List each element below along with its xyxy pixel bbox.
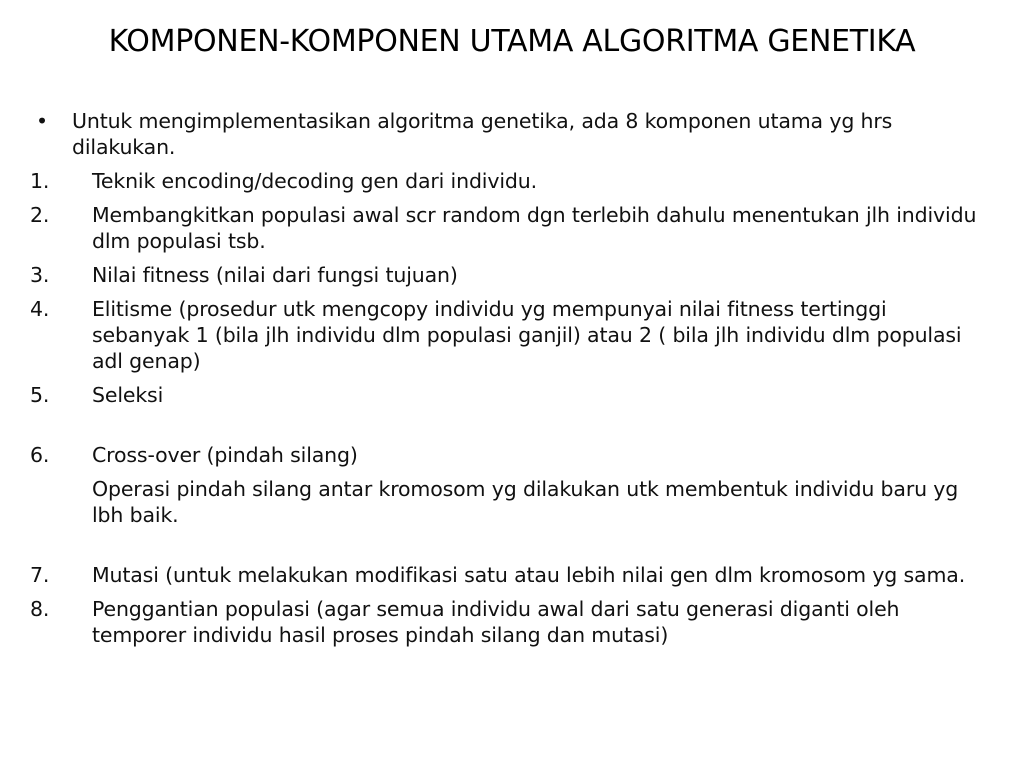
item-text: Teknik encoding/decoding gen dari individu. bbox=[92, 169, 537, 193]
list-item-1 bbox=[30, 168, 990, 194]
item-text: Elitisme (prosedur utk mengcopy individu yg mempunyai nilai fitness tertinggi sebanyak 1 (bila jlh individu dlm populasi ganjil) atau 2 ( bila jlh individu dlm populasi adl genap) bbox=[92, 297, 962, 373]
slide-content bbox=[30, 108, 990, 656]
slide-title: KOMPONEN-KOMPONEN UTAMA ALGORITMA GENETIKA bbox=[108, 24, 916, 59]
intro-text: Untuk mengimplementasikan algoritma genetika, ada 8 komponen utama yg hrs dilakukan. bbox=[72, 109, 893, 159]
spacer bbox=[30, 416, 990, 442]
list-item-4 bbox=[30, 296, 990, 374]
list-item-6 bbox=[30, 442, 990, 468]
item-text: Membangkitkan populasi awal scr random dgn terlebih dahulu menentukan jlh individu dlm populasi tsb. bbox=[92, 203, 977, 253]
intro-bullet bbox=[30, 108, 990, 160]
item-text: Penggantian populasi (agar semua individu awal dari satu generasi diganti oleh temporer individu hasil proses pindah silang dan mutasi) bbox=[92, 597, 900, 647]
bullet-marker: • bbox=[36, 109, 48, 133]
list-item-5 bbox=[30, 382, 990, 408]
item-number: 4. bbox=[30, 297, 50, 321]
item-number: 2. bbox=[30, 203, 50, 227]
list-item-8 bbox=[30, 596, 990, 648]
item-text: Nilai fitness (nilai dari fungsi tujuan) bbox=[92, 263, 458, 287]
spacer bbox=[30, 536, 990, 562]
item-number: 6. bbox=[30, 443, 50, 467]
item-number: 3. bbox=[30, 263, 50, 287]
crossover-note: Operasi pindah silang antar kromosom yg dilakukan utk membentuk individu baru yg lbh baik. bbox=[92, 477, 959, 527]
item-text: Seleksi bbox=[92, 383, 164, 407]
item-number: 7. bbox=[30, 563, 50, 587]
list-item-3 bbox=[30, 262, 990, 288]
item-text: Cross-over (pindah silang) bbox=[92, 443, 358, 467]
item-text: Mutasi (untuk melakukan modifikasi satu atau lebih nilai gen dlm kromosom yg sama. bbox=[92, 563, 966, 587]
item-number: 5. bbox=[30, 383, 50, 407]
item-number: 1. bbox=[30, 169, 50, 193]
item-number: 8. bbox=[30, 597, 50, 621]
list-item-2 bbox=[30, 202, 990, 254]
list-item-7 bbox=[30, 562, 990, 588]
